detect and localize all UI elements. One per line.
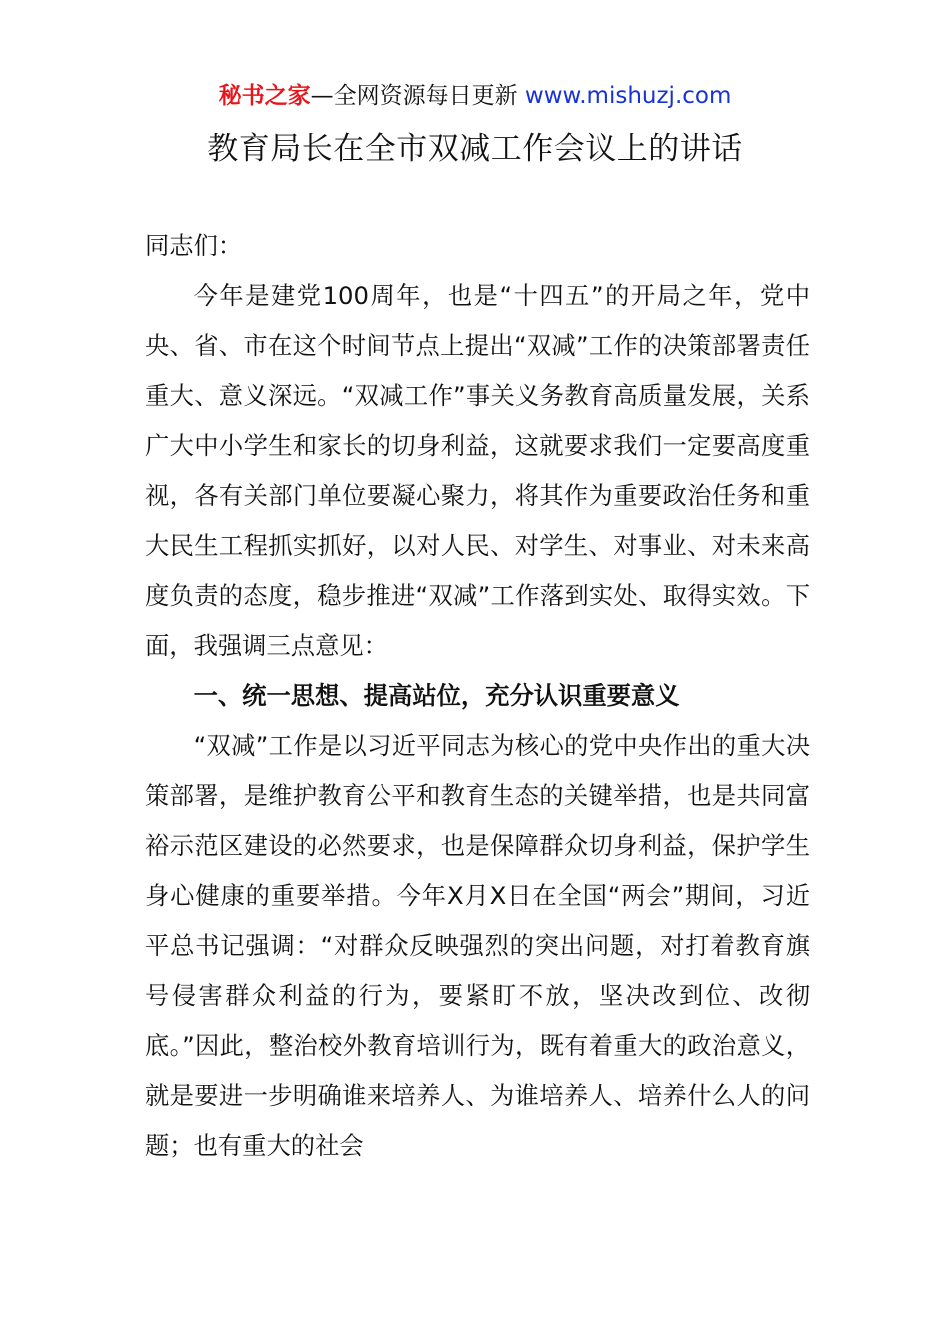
section-paragraph: “双减”工作是以习近平同志为核心的党中央作出的重大决策部署，是维护教育公平和教育生态的关键举措，也是共同富裕示范区建设的必然要求，也是保障群众切身利益，保护学生身心健康的重要举措。今年X月X日在全国“两会”期间，习近平总书记强调：“对群众反映强烈的突出问题，对打着教育旗号侵害群众利益的行为，要紧盯不放，坚决改到位、改彻底。”因此，整治校外教育培训行为，既有着重大的政治意义，就是要进一步明确谁来培养人、为谁培养人、培养什么人的问题；也有重大的社会 [145, 731, 810, 1160]
site-url-link[interactable]: www.mishuzj.com [524, 83, 732, 109]
document-title: 教育局长在全市双减工作会议上的讲话 [207, 131, 743, 167]
site-header [0, 80, 950, 112]
site-tagline: —全网资源每日更新 [310, 83, 518, 109]
salutation: 同志们： [145, 231, 243, 260]
site-brand: 秘书之家 [218, 83, 311, 109]
section-heading: 一、统一思想、提高站位，充分认识重要意义 [193, 681, 680, 710]
document-body [145, 221, 810, 1171]
intro-paragraph: 今年是建党100周年，也是“十四五”的开局之年，党中央、省、市在这个时间节点上提出“双减”工作的决策部署责任重大、意义深远。“双减工作”事关义务教育高质量发展，关系广大中小学生和家长的切身利益，这就要求我们一定要高度重视，各有关部门单位要凝心聚力，将其作为重要政治任务和重大民生工程抓实抓好，以对人民、对学生、对事业、对未来高度负责的态度，稳步推进“双减”工作落到实处、取得实效。下面，我强调三点意见： [145, 281, 810, 660]
